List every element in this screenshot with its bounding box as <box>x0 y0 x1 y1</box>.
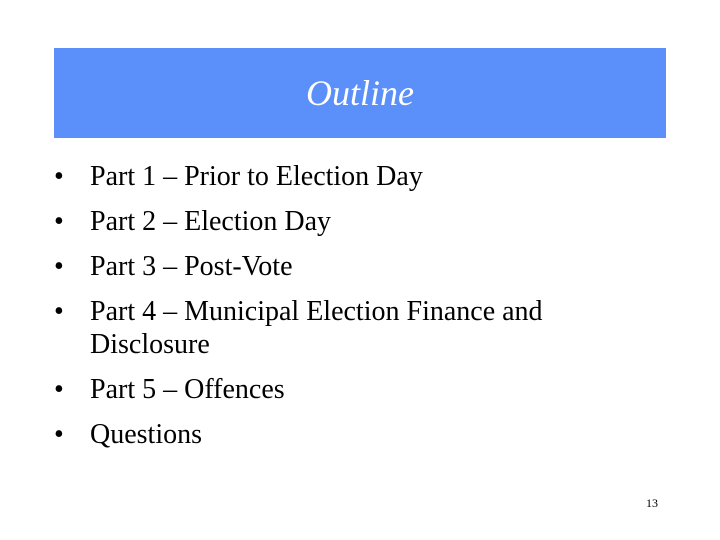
slide-title: Outline <box>306 73 414 113</box>
bullet-item-questions <box>54 418 654 451</box>
bullet-item-part-1 <box>54 160 654 193</box>
bullet-dot-icon: • <box>54 251 64 283</box>
page-number: 13 <box>646 496 658 510</box>
bullet-text: Part 3 – Post-Vote <box>90 251 293 283</box>
bullet-dot-icon: • <box>54 206 64 238</box>
bullet-item-part-4 <box>54 295 654 361</box>
title-bar <box>54 48 666 138</box>
bullet-text: Part 4 – Municipal Election Finance and Disclosure <box>90 296 543 361</box>
bullet-text: Questions <box>90 419 202 451</box>
bullet-dot-icon: • <box>54 374 64 406</box>
bullet-item-part-5 <box>54 373 654 406</box>
bullet-item-part-2 <box>54 205 654 238</box>
bullet-list <box>54 160 654 463</box>
bullet-text: Part 5 – Offences <box>90 374 285 406</box>
bullet-dot-icon: • <box>54 419 64 451</box>
bullet-dot-icon: • <box>54 161 64 192</box>
bullet-item-part-3 <box>54 250 654 283</box>
bullet-text: Part 1 – Prior to Election Day <box>90 161 423 192</box>
bullet-dot-icon: • <box>54 296 64 328</box>
bullet-text: Part 2 – Election Day <box>90 206 332 238</box>
